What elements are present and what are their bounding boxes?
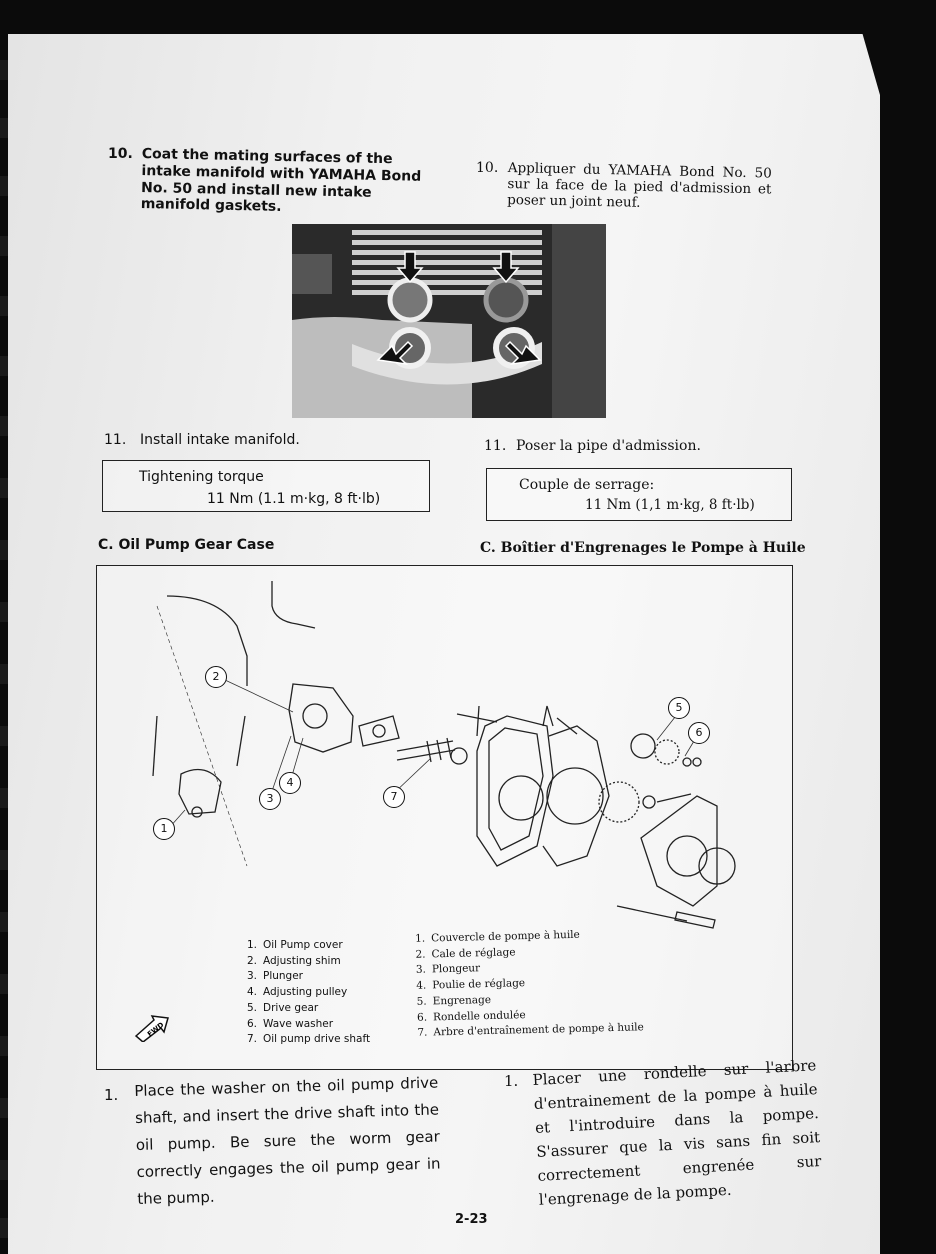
torque-value-en: 11 Nm (1.1 m·kg, 8 ft·lb): [207, 491, 381, 507]
legend-item-en: 6. Wave washer: [246, 1017, 334, 1030]
legend-item-fr: 3. Plongeur: [415, 962, 481, 977]
step-11-number-en: 11.: [104, 432, 127, 448]
torque-label-fr: Couple de serrage:: [519, 477, 655, 493]
legend-item-en: 3. Plunger: [246, 970, 304, 983]
fwd-label: FWD: [146, 1020, 166, 1039]
section-title-en: C. Oil Pump Gear Case: [98, 537, 275, 553]
step-1-number-fr: 1.: [504, 1072, 519, 1090]
legend-item-en: 5. Drive gear: [246, 1001, 319, 1014]
page-number: 2-23: [455, 1212, 488, 1227]
callout-1: 1: [153, 818, 175, 840]
fwd-arrow-icon: [132, 1014, 172, 1046]
section-title-fr: C. Boîtier d'Engrenages le Pompe à Huile: [480, 540, 806, 556]
legend-list-fr: [407, 926, 644, 1042]
torque-box-en: [102, 460, 430, 512]
legend-item-en: 7. Oil pump drive shaft: [246, 1033, 371, 1046]
legend-item-fr: 7. Arbre d'entraînement de pompe à huile: [417, 1021, 644, 1039]
legend-list-en: [239, 938, 370, 1048]
oil-pump-exploded-diagram: [96, 565, 793, 1070]
torque-box-fr: [486, 468, 792, 521]
callout-6: 6: [688, 722, 710, 744]
exploded-view-drawing: [97, 566, 792, 936]
step-11-text-fr: Poser la pipe d'admission.: [516, 438, 701, 454]
callout-3: 3: [259, 788, 281, 810]
legend-item-fr: 4. Poulie de réglage: [416, 977, 526, 992]
legend-item-fr: 6. Rondelle ondulée: [416, 1008, 526, 1024]
callout-5: 5: [668, 697, 690, 719]
legend-item-en: 2. Adjusting shim: [246, 954, 341, 967]
legend-item-fr: 1. Couvercle de pompe à huile: [414, 928, 580, 945]
legend-item-fr: 5. Engrenage: [416, 993, 492, 1008]
step-10-text-en: Coat the mating surfaces of the intake manifold with YAMAHA Bond No. 50 and install new intake manifold gaskets.: [140, 146, 422, 216]
step-1-text-fr: Placer une rondelle sur l'arbre d'entrainement de la pompe à huile et l'introduire dans la pompe. S'assurer que la vis sans fin soit correctement engrenée sur l'engrenage de la pompe.: [532, 1056, 822, 1209]
step-11-text-en: Install intake manifold.: [140, 432, 300, 448]
step-10-number-en: 10.: [108, 146, 133, 162]
legend-item-fr: 2. Cale de réglage: [415, 946, 516, 961]
torque-value-fr: 11 Nm (1,1 m·kg, 8 ft·lb): [585, 497, 755, 513]
step-10-number-fr: 10.: [476, 160, 499, 176]
intake-manifold-photo: [292, 224, 606, 418]
legend-item-en: 4. Adjusting pulley: [246, 986, 348, 999]
step-11-number-fr: 11.: [484, 438, 507, 454]
torque-label-en: Tightening torque: [139, 469, 264, 485]
step-1-text-en: Place the washer on the oil pump drive shaft, and insert the drive shaft into the oil pump. Be sure the worm gear correctly engages the oil pump gear in the pump.: [134, 1073, 441, 1208]
legend-item-en: 1. Oil Pump cover: [246, 939, 343, 951]
callout-7: 7: [383, 786, 405, 808]
step-1-number-en: 1.: [104, 1086, 119, 1104]
callout-2: 2: [205, 666, 227, 688]
step-10-text-fr: Appliquer du YAMAHA Bond No. 50 sur la face de la pied d'admission et poser un joint neuf.: [506, 160, 772, 212]
callout-4: 4: [279, 772, 301, 794]
